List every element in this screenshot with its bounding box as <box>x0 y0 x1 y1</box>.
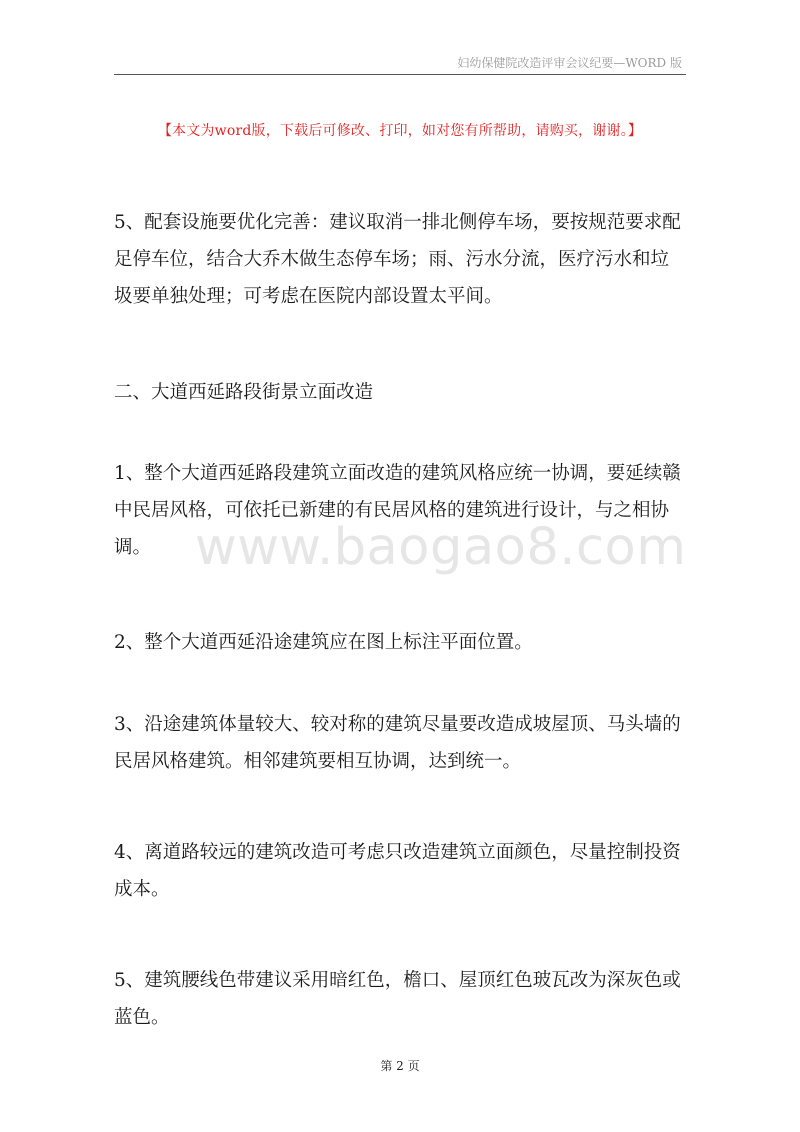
paragraph-item-4: 4、离道路较远的建筑改造可考虑只改造建筑立面颜色，尽量控制投资成本。 <box>114 842 681 900</box>
watermark: www.baogao8.com <box>195 518 687 577</box>
paragraph-item-1: 1、整个大道西延路段建筑立面改造的建筑风格应统一协调，要延续赣中民居风格，可依托已新建的有民居风格的建筑进行设计，与之相协调。 <box>114 463 681 558</box>
paragraph-item-5: 5、建筑腰线色带建议采用暗红色，檐口、屋顶红色玻瓦改为深灰色或蓝色。 <box>114 970 681 1028</box>
header-title: 妇幼保健院改造评审会议纪要—WORD 版 <box>457 56 682 70</box>
header-divider <box>114 74 686 75</box>
paragraph-facilities: 5、配套设施要优化完善：建议取消一排北侧停车场，要按规范要求配足停车位，结合大乔木做生态停车场；雨、污水分流，医疗污水和垃圾要单独处理；可考虑在医院内部设置太平间。 <box>114 212 681 307</box>
section-heading: 二、大道西延路段街景立面改造 <box>114 382 374 403</box>
purchase-notice: 【本文为word版，下载后可修改、打印，如对您有所帮助，请购买，谢谢。】 <box>157 123 643 139</box>
page-number: 第 2 页 <box>380 1059 420 1073</box>
paragraph-item-3: 3、沿途建筑体量较大、较对称的建筑尽量要改造成坡屋顶、马头墙的民居风格建筑。相邻建筑要相互协调，达到统一。 <box>114 714 681 772</box>
paragraph-item-2: 2、整个大道西延沿途建筑应在图上标注平面位置。 <box>114 632 533 653</box>
